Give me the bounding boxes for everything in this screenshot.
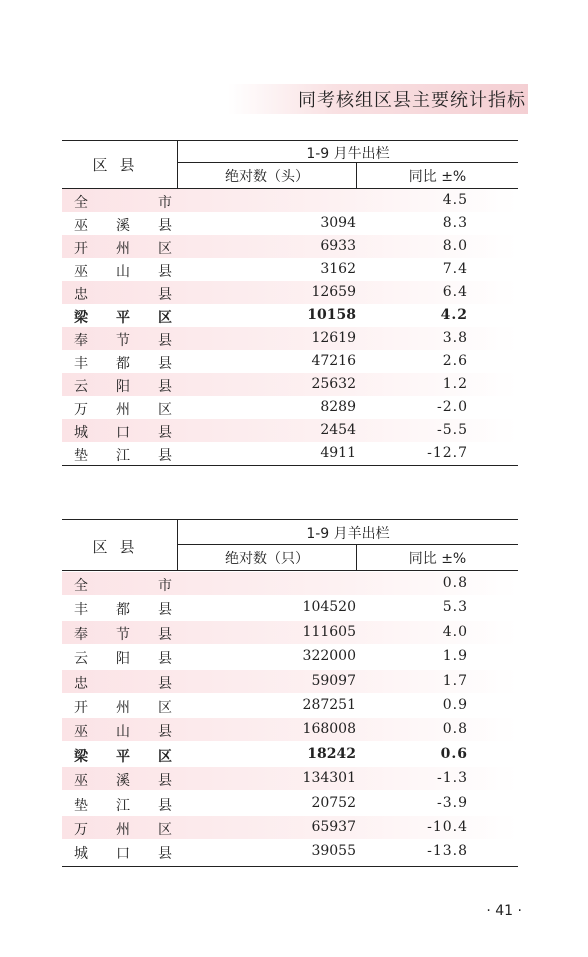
region-char: 万 <box>74 402 88 418</box>
region-char: 城 <box>74 846 88 863</box>
region-name <box>74 575 172 595</box>
absolute-value: 25632 <box>311 376 356 392</box>
region-name <box>74 770 172 790</box>
region-char: 州 <box>116 402 130 418</box>
region-char: 奉 <box>74 333 88 349</box>
region-name <box>74 721 172 741</box>
yoy-header: 同比 ±% <box>408 551 467 567</box>
table-row <box>62 212 518 235</box>
absolute-value: 2454 <box>320 422 356 438</box>
region-char: 云 <box>74 651 88 668</box>
region-char: 平 <box>116 748 130 765</box>
table-row <box>62 792 518 815</box>
table-row <box>62 596 518 619</box>
region-name <box>74 192 172 212</box>
region-char: 县 <box>158 218 172 234</box>
region-char: 州 <box>116 700 130 716</box>
region-name <box>74 697 172 717</box>
region-name <box>74 746 172 766</box>
table-row <box>62 840 518 863</box>
yoy-value: 0.8 <box>442 575 468 591</box>
region-char: 溪 <box>116 218 130 234</box>
yoy-header: 同比 ±% <box>408 169 467 185</box>
region-char: 县 <box>158 626 172 643</box>
table-row <box>62 373 518 396</box>
region-header: 区县 <box>92 538 147 556</box>
region-char: 梁 <box>74 310 88 326</box>
region-name <box>74 843 172 863</box>
absolute-value: 8289 <box>320 399 356 415</box>
yoy-value: 0.8 <box>442 721 468 738</box>
region-char: 都 <box>116 602 130 619</box>
absolute-value: 65937 <box>311 819 356 835</box>
yoy-value: 3.8 <box>442 330 468 346</box>
region-char: 县 <box>158 675 172 692</box>
table-row <box>62 189 518 212</box>
sheep-table <box>62 519 518 867</box>
absolute-value: 111605 <box>302 623 356 640</box>
region-name <box>74 376 172 396</box>
region-name <box>74 445 172 465</box>
yoy-value: 0.9 <box>442 697 468 713</box>
page-number: · 41 · <box>486 903 522 919</box>
region-char: 区 <box>158 748 172 765</box>
region-name <box>74 215 172 235</box>
table-row <box>62 694 518 717</box>
region-char: 梁 <box>74 748 88 765</box>
region-char: 阳 <box>116 651 130 668</box>
yoy-value: -1.3 <box>437 770 468 787</box>
region-char: 都 <box>116 356 130 372</box>
region-char: 云 <box>74 379 88 395</box>
table-row <box>62 419 518 442</box>
region-char: 巫 <box>74 218 88 234</box>
table-row <box>62 327 518 350</box>
region-char: 江 <box>116 448 130 464</box>
absolute-value: 168008 <box>302 721 356 738</box>
region-char: 县 <box>158 425 172 441</box>
region-char: 县 <box>158 333 172 349</box>
region-char: 山 <box>116 724 130 741</box>
yoy-value: 7.4 <box>442 261 468 277</box>
yoy-value: 8.0 <box>442 238 468 254</box>
yoy-value: -13.8 <box>427 843 468 860</box>
yoy-value: -10.4 <box>427 819 468 835</box>
region-char: 县 <box>158 797 172 814</box>
region-char: 全 <box>74 578 88 594</box>
table-row <box>62 816 518 839</box>
table-row <box>62 572 518 595</box>
yoy-value: 6.4 <box>442 284 468 300</box>
region-char: 垫 <box>74 797 88 814</box>
region-char: 州 <box>116 241 130 257</box>
region-char: 县 <box>158 448 172 464</box>
group-header: 1-9 月牛出栏 <box>306 146 390 162</box>
absolute-value: 134301 <box>302 770 356 787</box>
yoy-value: -5.5 <box>437 422 468 438</box>
table-row <box>62 396 518 419</box>
absolute-value: 10158 <box>307 307 356 323</box>
table-row <box>62 718 518 741</box>
region-char: 丰 <box>74 356 88 372</box>
region-char: 区 <box>158 402 172 418</box>
region-char: 县 <box>158 602 172 619</box>
region-char: 县 <box>158 287 172 303</box>
abs-header: 绝对数（只） <box>225 551 309 567</box>
absolute-value: 3094 <box>320 215 356 231</box>
table-row <box>62 743 518 766</box>
region-char: 巫 <box>74 264 88 280</box>
region-name <box>74 284 172 304</box>
region-char: 江 <box>116 797 130 814</box>
region-char: 县 <box>158 379 172 395</box>
region-char: 县 <box>158 724 172 741</box>
region-char: 区 <box>158 700 172 716</box>
absolute-value: 12659 <box>311 284 356 300</box>
table-row <box>62 235 518 258</box>
region-char: 巫 <box>74 773 88 790</box>
region-name <box>74 673 172 693</box>
region-char: 万 <box>74 822 88 838</box>
region-char: 口 <box>116 425 130 441</box>
table-row <box>62 258 518 281</box>
absolute-value: 104520 <box>302 599 356 616</box>
yoy-value: 4.0 <box>442 623 468 640</box>
region-char: 忠 <box>74 675 88 692</box>
group-header: 1-9 月羊出栏 <box>306 526 390 542</box>
region-char: 节 <box>116 333 130 349</box>
absolute-value: 39055 <box>311 843 356 860</box>
absolute-value: 3162 <box>320 261 356 277</box>
absolute-value: 47216 <box>311 353 356 369</box>
region-name <box>74 648 172 668</box>
abs-header: 绝对数（头） <box>225 169 309 185</box>
region-name <box>74 307 172 327</box>
region-char: 溪 <box>116 773 130 790</box>
region-name <box>74 819 172 839</box>
cattle-table <box>62 140 518 466</box>
region-name <box>74 422 172 442</box>
region-char: 平 <box>116 310 130 326</box>
yoy-value: 1.2 <box>442 376 468 392</box>
yoy-value: 8.3 <box>442 215 468 231</box>
region-char <box>115 192 131 212</box>
region-char <box>115 673 131 693</box>
absolute-value: 59097 <box>311 672 356 689</box>
absolute-value: 12619 <box>311 330 356 346</box>
table-row <box>62 281 518 304</box>
region-char: 城 <box>74 425 88 441</box>
region-char: 县 <box>158 773 172 790</box>
absolute-value: 18242 <box>307 745 356 762</box>
absolute-value: 4911 <box>320 445 356 461</box>
region-name <box>74 795 172 815</box>
yoy-value: 1.7 <box>442 672 468 689</box>
table-row <box>62 767 518 790</box>
region-char: 阳 <box>116 379 130 395</box>
table-row <box>62 350 518 373</box>
region-name <box>74 599 172 619</box>
yoy-value: 2.6 <box>442 353 468 369</box>
absolute-value: 20752 <box>311 794 356 811</box>
region-char: 开 <box>74 241 88 257</box>
absolute-value: 6933 <box>320 238 356 254</box>
region-name <box>74 399 172 419</box>
region-name <box>74 261 172 281</box>
yoy-value: -2.0 <box>437 399 468 415</box>
table-row <box>62 621 518 644</box>
region-char <box>115 575 131 595</box>
absolute-value: 322000 <box>302 648 356 665</box>
region-name <box>74 353 172 373</box>
region-char: 丰 <box>74 602 88 619</box>
region-char: 区 <box>158 241 172 257</box>
yoy-value: -12.7 <box>427 445 468 461</box>
yoy-value: 1.9 <box>442 648 468 665</box>
region-char: 全 <box>74 195 88 211</box>
region-name <box>74 238 172 258</box>
region-char: 忠 <box>74 287 88 303</box>
yoy-value: 4.2 <box>440 307 468 323</box>
region-char: 州 <box>116 822 130 838</box>
yoy-value: 4.5 <box>442 192 468 208</box>
yoy-value: -3.9 <box>437 794 468 811</box>
region-char: 巫 <box>74 724 88 741</box>
page-title: 同考核组区县主要统计指标 <box>298 90 526 111</box>
region-char: 市 <box>158 578 172 594</box>
region-char: 市 <box>158 195 172 211</box>
region-char: 县 <box>158 846 172 863</box>
region-header: 区县 <box>92 156 147 174</box>
region-char: 区 <box>158 822 172 838</box>
region-name <box>74 330 172 350</box>
yoy-value: 5.3 <box>442 599 468 616</box>
region-char: 县 <box>158 356 172 372</box>
region-char: 节 <box>116 626 130 643</box>
region-char: 山 <box>116 264 130 280</box>
region-char: 县 <box>158 651 172 668</box>
table-row <box>62 304 518 327</box>
table-row <box>62 442 518 465</box>
table-row <box>62 645 518 668</box>
region-char: 口 <box>116 846 130 863</box>
region-char: 奉 <box>74 626 88 643</box>
region-char: 开 <box>74 700 88 716</box>
region-char: 区 <box>158 310 172 326</box>
region-char: 县 <box>158 264 172 280</box>
region-name <box>74 624 172 644</box>
region-char: 垫 <box>74 448 88 464</box>
yoy-value: 0.6 <box>440 745 468 762</box>
absolute-value: 287251 <box>302 697 356 713</box>
table-row <box>62 670 518 693</box>
region-char <box>115 284 131 304</box>
